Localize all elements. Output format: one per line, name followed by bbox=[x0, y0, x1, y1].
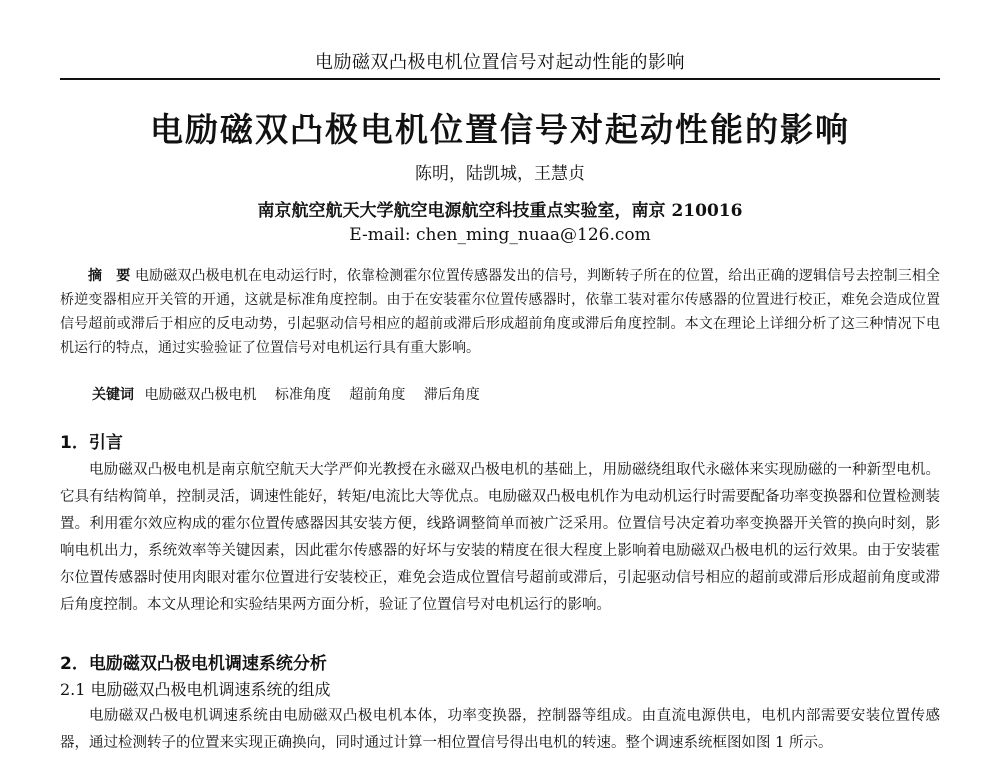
abstract bbox=[60, 264, 940, 360]
running-header: 电励磁双凸极电机位置信号对起动性能的影响 bbox=[315, 52, 685, 73]
section-intro-paragraph: 电励磁双凸极电机是南京航空航天大学严仰光教授在永磁双凸极电机的基础上，用励磁绕组取代永磁体来实现励磁的一种新型电机。它具有结构简单，控制灵活，调速性能好，转矩/电流比大等优点。电励磁双凸极电机作为电动机运行时需要配备功率变换器和位置检测装置。利用霍尔效应构成的霍尔位置传感器因其安装方便，线路调整简单而被广泛采用。位置信号决定着功率变换器开关管的换向时刻，影响电机出力，系统效率等关键因素，因此霍尔传感器的好坏与安装的精度在很大程度上影响着电励磁双凸极电机的运行效果。由于安装霍尔位置传感器时使用肉眼对霍尔位置进行安装校正，难免会造成位置信号超前或滞后，引起驱动信号相应的超前或滞后形成超前角度或滞后角度控制。本文从理论和实验结果两方面分析，验证了位置信号对电机运行的影响。 bbox=[60, 462, 940, 613]
paper-title: 电励磁双凸极电机位置信号对起动性能的影响 bbox=[150, 110, 850, 149]
keyword: 电励磁双凸极电机 bbox=[144, 387, 257, 403]
keyword: 标准角度 bbox=[274, 387, 331, 403]
section-heading-intro: 1．引言 bbox=[60, 433, 123, 453]
keyword: 超前角度 bbox=[349, 387, 406, 403]
email: E-mail: chen_ming_nuaa@126.com bbox=[349, 225, 651, 245]
affiliation: 南京航空航天大学航空电源航空科技重点实验室，南京 210016 bbox=[257, 201, 743, 221]
keywords-label: 关键词 bbox=[92, 387, 134, 403]
header-rule bbox=[60, 78, 940, 80]
section-analysis-paragraph: 电励磁双凸极电机调速系统由电励磁双凸极电机本体，功率变换器，控制器等组成。由直流电源供电，电机内部需要安装位置传感器，通过检测转子的位置来实现正确换向，同时通过计算一相位置信号得出电机的转速。整个调速系统框图如图 1 所示。 bbox=[60, 708, 940, 751]
section-heading-analysis: 2．电励磁双凸极电机调速系统分析 bbox=[60, 654, 327, 674]
keywords bbox=[92, 384, 942, 404]
subsection-heading-composition: 2.1 电励磁双凸极电机调速系统的组成 bbox=[60, 680, 331, 699]
abstract-text: 电励磁双凸极电机在电动运行时，依靠检测霍尔位置传感器发出的信号，判断转子所在的位置，给出正确的逻辑信号去控制三相全桥逆变器相应开关管的开通，这就是标准角度控制。由于在安装霍尔位置传感器时，依靠工装对霍尔传感器的位置进行校正，难免会造成位置信号超前或滞后于相应的反电动势，引起驱动信号相应的超前或滞后形成超前角度或滞后角度控制。本文在理论上详细分析了这三种情况下电机运行的特点，通过实验验证了位置信号对电机运行具有重大影响。 bbox=[60, 268, 941, 356]
keyword: 滞后角度 bbox=[423, 387, 480, 403]
abstract-label: 摘 要 bbox=[88, 268, 131, 284]
authors: 陈明，陆凯城，王慧贞 bbox=[415, 164, 585, 184]
